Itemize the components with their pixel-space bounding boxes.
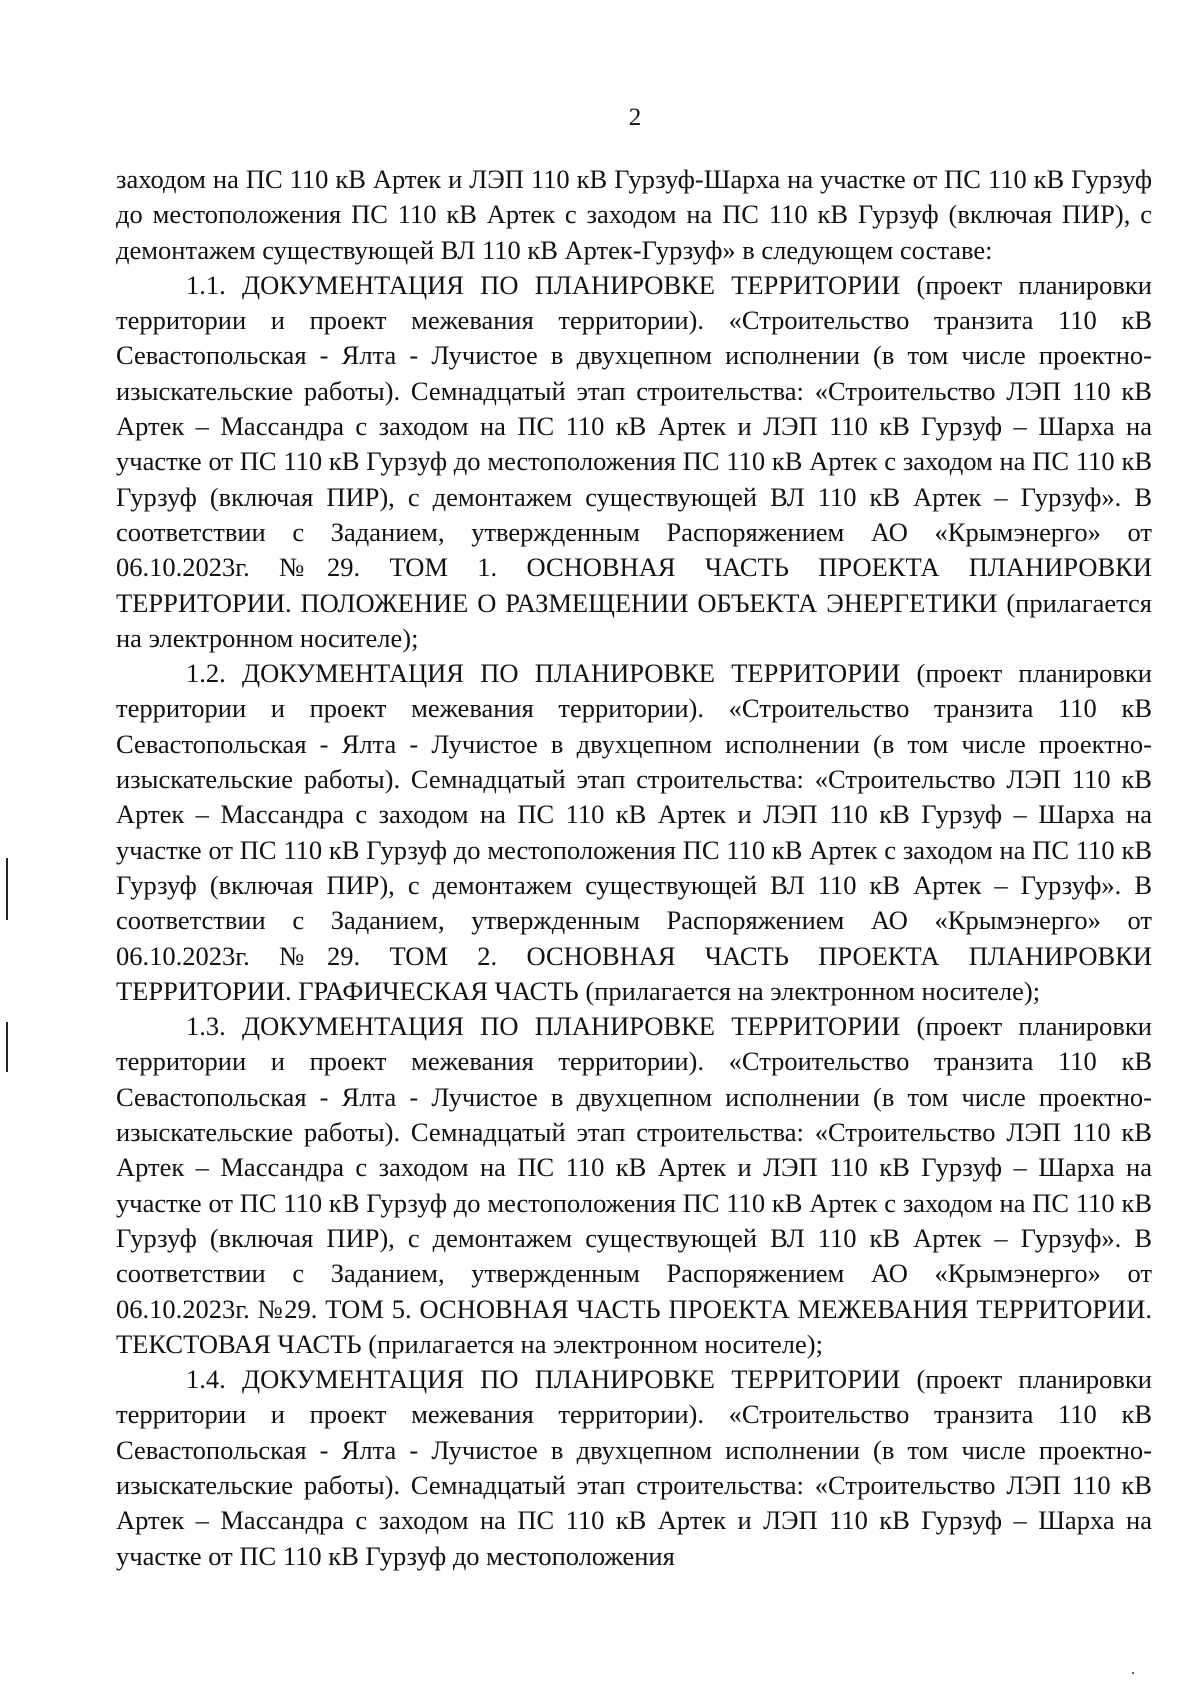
intro-paragraph: заходом на ПС 110 кВ Артек и ЛЭП 110 кВ Гурзуф-Шарха на участке от ПС 110 кВ Гурзуф до местоположения ПС 110 кВ Артек с заходом на ПС 110 кВ Гурзуф (включая ПИР), с демонтажем существующей ВЛ 110 кВ Артек-Гурзуф» в следующем составе:	[116, 164, 1152, 265]
list-item-1-3: 1.3. ДОКУМЕНТАЦИЯ ПО ПЛАНИРОВКЕ ТЕРРИТОРИИ (проект планировки территории и проект межевания территории). «Строительство транзита 110 кВ Севастопольская - Ялта - Лучистое в двухцепном исполнении (в том числе проектно-изыскательские работы). Семнадцатый этап строительства: «Строительство ЛЭП 110 кВ Артек – Массандра с заходом на ПС 110 кВ Артек и ЛЭП 110 кВ Гурзуф – Шарха на участке от ПС 110 кВ Гурзуф до местоположения ПС 110 кВ Артек с заходом на ПС 110 кВ Гурзуф (включая ПИР), с демонтажем существующей ВЛ 110 кВ Артек – Гурзуф». В соответствии с Заданием, утвержденным Распоряжением АО «Крымэнерго» от 06.10.2023г. №29. ТОМ 5. ОСНОВНАЯ ЧАСТЬ ПРОЕКТА МЕЖЕВАНИЯ ТЕРРИТОРИИ. ТЕКСТОВАЯ ЧАСТЬ (прилагается на электронном носителе);	[116, 1011, 1152, 1359]
scan-speck	[1132, 1672, 1134, 1674]
list-item-1-1: 1.1. ДОКУМЕНТАЦИЯ ПО ПЛАНИРОВКЕ ТЕРРИТОРИИ (проект планировки территории и проект межевания территории). «Строительство транзита 110 кВ Севастопольская - Ялта - Лучистое в двухцепном исполнении (в том числе проектно-изыскательские работы). Семнадцатый этап строительства: «Строительство ЛЭП 110 кВ Артек – Массандра с заходом на ПС 110 кВ Артек и ЛЭП 110 кВ Гурзуф – Шарха на участке от ПС 110 кВ Гурзуф до местоположения ПС 110 кВ Артек с заходом на ПС 110 кВ Гурзуф (включая ПИР), с демонтажем существующей ВЛ 110 кВ Артек – Гурзуф». В соответствии с Заданием, утвержденным Распоряжением АО «Крымэнерго» от 06.10.2023г. №29. ТОМ 1. ОСНОВНАЯ ЧАСТЬ ПРОЕКТА ПЛАНИРОВКИ ТЕРРИТОРИИ. ПОЛОЖЕНИЕ О РАЗМЕЩЕНИИ ОБЪЕКТА ЭНЕРГЕТИКИ (прилагается на электронном носителе);	[116, 269, 1152, 653]
margin-binding-mark	[6, 1022, 8, 1072]
page-number: 2	[628, 104, 642, 131]
document-body	[116, 162, 1152, 1574]
list-item-1-2: 1.2. ДОКУМЕНТАЦИЯ ПО ПЛАНИРОВКЕ ТЕРРИТОРИИ (проект планировки территории и проект межевания территории). «Строительство транзита 110 кВ Севастопольская - Ялта - Лучистое в двухцепном исполнении (в том числе проектно-изыскательские работы). Семнадцатый этап строительства: «Строительство ЛЭП 110 кВ Артек – Массандра с заходом на ПС 110 кВ Артек и ЛЭП 110 кВ Гурзуф – Шарха на участке от ПС 110 кВ Гурзуф до местоположения ПС 110 кВ Артек с заходом на ПС 110 кВ Гурзуф (включая ПИР), с демонтажем существующей ВЛ 110 кВ Артек – Гурзуф». В соответствии с Заданием, утвержденным Распоряжением АО «Крымэнерго» от 06.10.2023г. №29. ТОМ 2. ОСНОВНАЯ ЧАСТЬ ПРОЕКТА ПЛАНИРОВКИ ТЕРРИТОРИИ. ГРАФИЧЕСКАЯ ЧАСТЬ (прилагается на электронном носителе);	[116, 658, 1152, 1006]
margin-binding-mark	[6, 858, 8, 920]
list-item-1-4: 1.4. ДОКУМЕНТАЦИЯ ПО ПЛАНИРОВКЕ ТЕРРИТОРИИ (проект планировки территории и проект межевания территории). «Строительство транзита 110 кВ Севастопольская - Ялта - Лучистое в двухцепном исполнении (в том числе проектно-изыскательские работы). Семнадцатый этап строительства: «Строительство ЛЭП 110 кВ Артек – Массандра с заходом на ПС 110 кВ Артек и ЛЭП 110 кВ Гурзуф – Шарха на участке от ПС 110 кВ Гурзуф до местоположения	[116, 1364, 1152, 1571]
